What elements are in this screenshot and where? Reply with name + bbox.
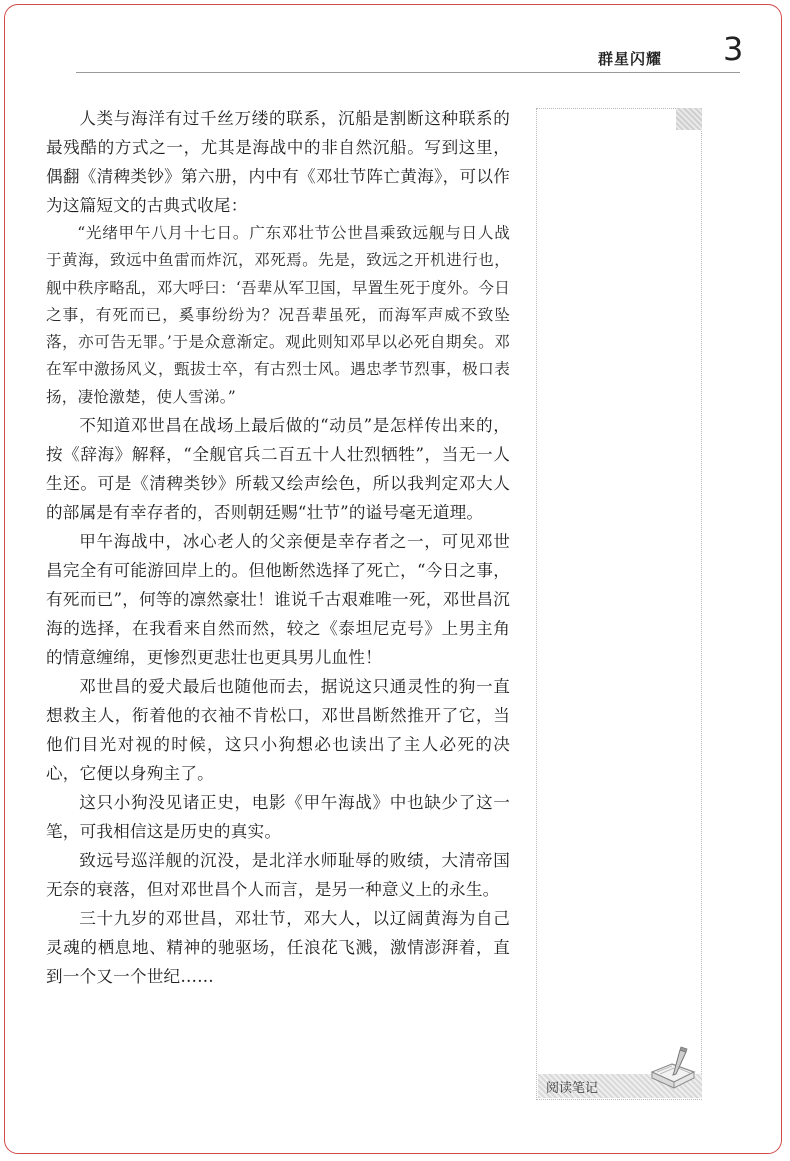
section-title: 群星闪耀 xyxy=(598,50,663,68)
reading-notes-label: 阅读笔记 xyxy=(546,1081,599,1096)
paragraph: 致远号巡洋舰的沉没，是北洋水师耻辱的败绩，大清帝国无奈的衰落，但对邓世昌个人而言，是另一种意义上的永生。 xyxy=(46,851,510,900)
article-body xyxy=(46,104,510,991)
paragraph: 邓世昌的爱犬最后也随他而去，据说这只通灵性的狗一直想救主人，衔着他的衣袖不肯松口，邓世昌断然推开了它，当他们目光对视的时候，这只小狗想必也读出了主人必死的决心，它便以身殉主了。 xyxy=(46,677,510,784)
paragraph: 这只小狗没见诸正史，电影《甲午海战》中也缺少了这一笔，可我相信这是历史的真实。 xyxy=(46,793,510,842)
page-number: 3 xyxy=(723,30,744,68)
paragraph-intro: 人类与海洋有过千丝万缕的联系，沉船是割断这种联系的最残酷的方式之一，尤其是海战中的非自然沉船。写到这里，偶翻《清稗类钞》第六册，内中有《邓壮节阵亡黄海》，可以作为这篇短文的古典式收尾： xyxy=(46,109,510,215)
paragraph: 不知道邓世昌在战场上最后做的“动员”是怎样传出来的，按《辞海》解释，“全舰官兵二百五十人壮烈牺牲”，当无一人生还。可是《清稗类钞》所载又绘声绘色，所以我判定邓大人的部属是有幸存者的，否则朝廷赐“壮节”的谥号毫无道理。 xyxy=(46,416,510,523)
paragraph-quotation: “光绪甲午八月十七日。广东邓壮节公世昌乘致远舰与日人战于黄海，致远中鱼雷而炸沉，邓死焉。先是，致远之开机进行也，舰中秩序略乱，邓大呼曰：‘吾辈从军卫国，早置生死于度外。今日之事，有死而已，奚事纷纷为？况吾辈虽死，而海军声威不致坠落，亦可告无罪。’于是众意渐定。观此则知邓早以必死自期矣。邓在军中激扬风义，甄拔士卒，有古烈士风。遇忠孝节烈事，极口表扬，凄怆激楚，使人雪涕。” xyxy=(46,224,510,406)
notes-column-top-marker xyxy=(676,108,702,130)
paragraph-closing: 三十九岁的邓世昌，邓壮节，邓大人，以辽阔黄海为自己灵魂的栖息地、精神的驰驱场，任浪花飞溅，激情澎湃着，直到一个又一个世纪…… xyxy=(46,909,510,987)
reading-notes-column xyxy=(536,108,702,1100)
header-divider xyxy=(76,72,740,73)
open-book-pencil-icon xyxy=(648,1046,698,1092)
paragraph: 甲午海战中，冰心老人的父亲便是幸存者之一，可见邓世昌完全有可能游回岸上的。但他断然选择了死亡，“今日之事，有死而已”，何等的凛然豪壮！谁说千古艰难唯一死，邓世昌沉海的选择，在我看来自然而然，较之《泰坦尼克号》上男主角的情意缠绵，更惨烈更悲壮也更具男儿血性！ xyxy=(46,532,510,668)
